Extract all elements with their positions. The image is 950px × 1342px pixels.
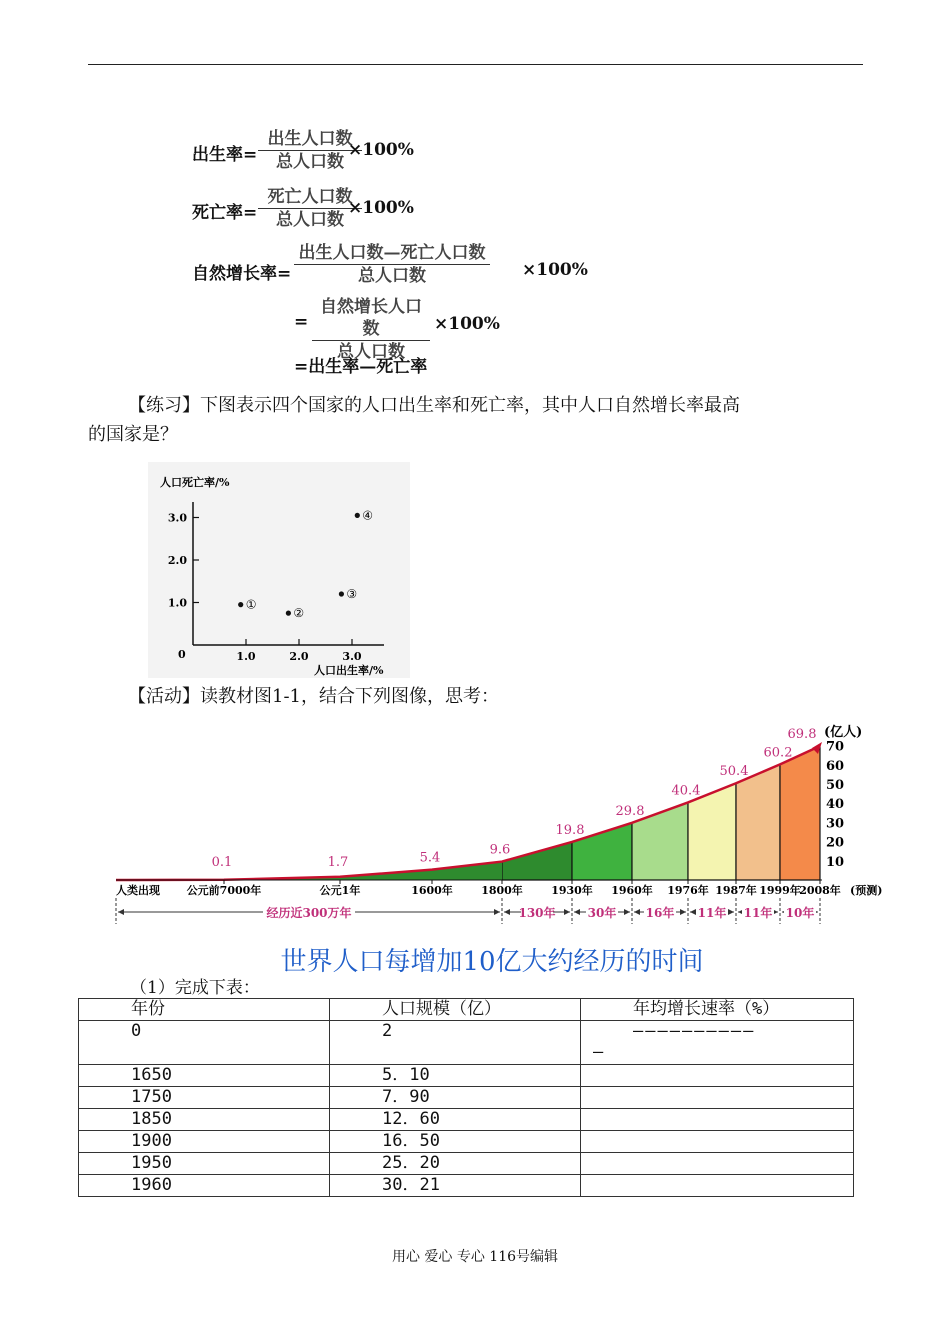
population-category-label: 人类出现 <box>116 884 160 897</box>
population-category-label: 1930年 <box>551 884 593 897</box>
death-rate-numerator: 死亡人口数 <box>258 186 362 209</box>
population-y-tick-label: 10 <box>826 854 845 870</box>
population-chart-title: 世界人口每增加10亿大约经历的时间 <box>280 947 704 977</box>
cell-population: 25．20 <box>330 1153 581 1175</box>
natural-rate-numerator: 出生人口数—死亡人口数 <box>294 242 490 265</box>
natural-rate2-denominator: 总人口数 <box>337 342 405 362</box>
population-y-tick-label: 70 <box>826 739 845 755</box>
cell-year: 1900 <box>79 1131 330 1153</box>
death-rate-times: ×100% <box>348 198 414 218</box>
interval-label: 130年 <box>518 906 556 920</box>
cell-growth-rate <box>581 1021 854 1065</box>
scatter-point-label: ④ <box>362 508 374 523</box>
population-category-label: 1600年 <box>411 884 453 897</box>
natural-rate-times: ×100% <box>522 260 588 280</box>
natural-rate-lhs: 自然增长率= <box>192 264 292 284</box>
interval-arrow-left <box>118 909 124 915</box>
scatter-chart <box>148 462 410 678</box>
population-chart <box>0 718 950 986</box>
cell-year: 1750 <box>79 1087 330 1109</box>
population-category-label: 1999年 <box>759 884 801 897</box>
header-rule <box>88 64 863 65</box>
exercise-line-2: 的国家是？ <box>88 424 178 445</box>
scatter-point <box>286 611 291 616</box>
natural-rate2-times: ×100% <box>434 314 500 334</box>
interval-arrow-left <box>504 909 510 915</box>
scatter-point-label: ② <box>293 606 305 621</box>
birth-rate-numerator: 出生人口数 <box>258 128 362 151</box>
population-forecast-note: (预测) <box>850 884 883 897</box>
interval-arrow-right <box>564 909 570 915</box>
birth-rate-times: ×100% <box>348 140 414 160</box>
cell-growth-rate[interactable] <box>581 1175 854 1197</box>
population-value-label: 1.7 <box>327 855 349 870</box>
population-category-label: 1976年 <box>667 884 709 897</box>
population-category-label: 1987年 <box>715 884 757 897</box>
scatter-y-tick-label: 1.0 <box>167 596 187 610</box>
population-band <box>780 746 820 880</box>
scatter-x-tick-label: 1.0 <box>236 650 256 663</box>
population-y-tick-label: 50 <box>826 778 845 793</box>
scatter-x-tick-label: 2.0 <box>289 650 309 663</box>
population-unit: (亿人) <box>824 725 863 740</box>
population-value-label: 5.4 <box>419 850 441 866</box>
table-row <box>79 1153 854 1175</box>
birth-rate-denominator: 总人口数 <box>276 152 344 172</box>
population-y-tick-label: 30 <box>826 816 845 832</box>
table-header-row <box>79 999 854 1021</box>
population-value-label: 9.6 <box>489 842 511 858</box>
population-band <box>502 842 572 880</box>
population-value-label: 50.4 <box>719 764 749 780</box>
population-category-label: 1960年 <box>611 884 653 897</box>
birth-rate-lhs: 出生率= <box>192 145 258 165</box>
natural-rate-fraction <box>294 242 490 287</box>
interval-label: 11年 <box>697 906 727 920</box>
population-value-label: 60.2 <box>763 745 793 761</box>
scatter-y-tick-label: 3.0 <box>167 511 187 525</box>
cell-growth-rate[interactable] <box>581 1131 854 1153</box>
cell-growth-rate[interactable] <box>581 1109 854 1131</box>
population-value-label: 40.4 <box>671 783 701 799</box>
cell-year: 1850 <box>79 1109 330 1131</box>
scatter-x-tick-label: 3.0 <box>342 650 362 663</box>
task-label: （1）完成下表： <box>130 978 260 998</box>
population-category-label: 公元1年 <box>319 884 361 897</box>
population-value-label: 69.8 <box>787 726 817 742</box>
growth-dash-tail: — <box>593 1042 604 1062</box>
cell-population: 16．50 <box>330 1131 581 1153</box>
scatter-y-tick-label: 2.0 <box>167 554 187 567</box>
table-row <box>79 1087 854 1109</box>
scatter-point <box>238 602 243 607</box>
header-year: 年份 <box>79 999 330 1021</box>
cell-population: 5．10 <box>330 1065 581 1087</box>
page-footer: 用心 爱心 专心 116号编辑 <box>391 1249 559 1265</box>
cell-growth-rate[interactable] <box>581 1087 854 1109</box>
scatter-xlabel: 人口出生率/% <box>314 664 384 677</box>
natural-rate-final: =出生率—死亡率 <box>294 357 428 377</box>
population-value-label: 19.8 <box>555 822 585 838</box>
interval-label: 10年 <box>785 906 815 920</box>
population-category-label: 2008年 <box>799 884 841 897</box>
growth-dash-line: —————————— <box>633 1021 756 1041</box>
growth-table <box>78 998 854 1197</box>
interval-label: 30年 <box>587 906 617 920</box>
table-row <box>79 1109 854 1131</box>
cell-growth-rate[interactable] <box>581 1153 854 1175</box>
natural-rate2-numerator: 自然增长人口数 <box>312 296 430 341</box>
population-value-label: 29.8 <box>615 803 645 819</box>
scatter-point <box>339 591 344 596</box>
cell-population: 2 <box>330 1021 581 1065</box>
interval-arrow-left <box>634 909 640 915</box>
interval-label: 11年 <box>743 906 773 920</box>
cell-population: 12．60 <box>330 1109 581 1131</box>
population-category-label: 公元前7000年 <box>186 884 262 897</box>
scatter-point-label: ① <box>245 597 257 612</box>
header-population: 人口规模（亿） <box>330 999 581 1021</box>
cell-growth-rate[interactable] <box>581 1065 854 1087</box>
population-value-label: 0.1 <box>211 855 233 870</box>
population-category-label: 1800年 <box>481 884 523 897</box>
interval-arrow-left <box>690 909 696 915</box>
death-rate-denominator: 总人口数 <box>276 210 344 230</box>
interval-arrow-right <box>680 909 686 915</box>
scatter-point <box>355 513 360 518</box>
natural-rate-denominator: 总人口数 <box>358 266 426 286</box>
population-y-tick-label: 60 <box>826 758 845 774</box>
interval-arrow-left <box>574 909 580 915</box>
cell-year: 1950 <box>79 1153 330 1175</box>
population-y-tick-label: 40 <box>826 797 845 813</box>
header-growth-rate: 年均增长速率（%） <box>581 999 854 1021</box>
table-row <box>79 1021 854 1065</box>
cell-year: 1960 <box>79 1175 330 1197</box>
interval-arrow-right <box>494 909 500 915</box>
population-y-tick-label: 20 <box>826 835 845 851</box>
birth-rate-fraction <box>258 128 362 173</box>
exercise-line-1: 【练习】下图表示四个国家的人口出生率和死亡率，其中人口自然增长率最高 <box>128 395 740 416</box>
cell-population: 7．90 <box>330 1087 581 1109</box>
activity-text: 【活动】读教材图1-1，结合下列图像，思考： <box>128 686 499 707</box>
interval-arrow-right <box>624 909 630 915</box>
interval-arrow-right <box>728 909 734 915</box>
interval-label: 经历近300万年 <box>266 906 352 920</box>
cell-year: 0 <box>79 1021 330 1065</box>
cell-year: 1650 <box>79 1065 330 1087</box>
death-rate-fraction <box>258 186 362 231</box>
cell-population: 30．21 <box>330 1175 581 1197</box>
table-row <box>79 1065 854 1087</box>
death-rate-lhs: 死亡率= <box>192 203 258 223</box>
scatter-ylabel: 人口死亡率/% <box>160 476 230 489</box>
interval-label: 16年 <box>645 906 675 920</box>
table-row <box>79 1175 854 1197</box>
scatter-point-label: ③ <box>346 587 358 601</box>
table-row <box>79 1131 854 1153</box>
scatter-origin: 0 <box>178 648 186 661</box>
natural-rate2-lhs: = <box>294 312 309 332</box>
